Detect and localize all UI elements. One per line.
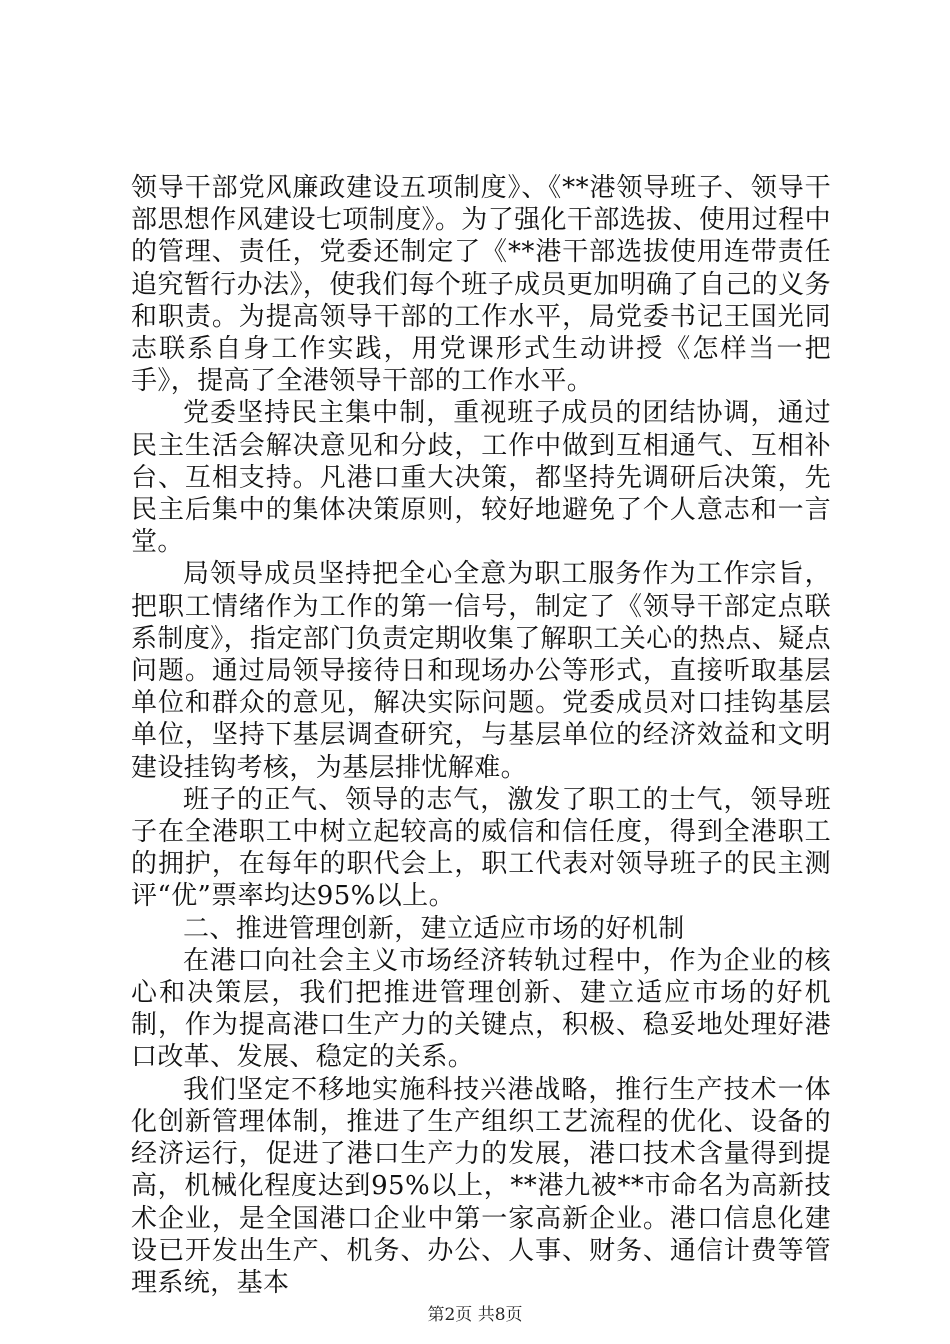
paragraph-5: 在港口向社会主义市场经济转轨过程中，作为企业的核心和决策层，我们把推进管理创新、建立适应市场的好机制，作为提高港口生产力的关键点，积极、稳妥地处理好港口改革、发展、稳定的关系。 (131, 945, 831, 1073)
paragraph-1: 领导干部党风廉政建设五项制度》、《**港领导班子、领导干部思想作风建设七项制度》。为了强化干部选拔、使用过程中的管理、责任，党委还制定了《**港干部选拔使用连带责任追究暂行办法》，使我们每个班子成员更加明确了自己的义务和职责。为提高领导干部的工作水平，局党委书记王国光同志联系自身工作实践，用党课形式生动讲授《怎样当一把手》，提高了全港领导干部的工作水平。 (131, 173, 831, 397)
document-body (131, 172, 831, 1299)
page-footer: 第2页 共8页 (427, 1305, 523, 1325)
paragraph-2: 党委坚持民主集中制，重视班子成员的团结协调，通过民主生活会解决意见和分歧，工作中做到互相通气、互相补台、互相支持。凡港口重大决策，都坚持先调研后决策，先民主后集中的集体决策原则，较好地避免了个人意志和一言堂。 (131, 398, 831, 558)
paragraph-4: 班子的正气、领导的志气，激发了职工的士气，领导班子在全港职工中树立起较高的威信和信任度，得到全港职工的拥护，在每年的职代会上，职工代表对领导班子的民主测评“优”票率均达95%以上。 (131, 784, 831, 912)
paragraph-6: 我们坚定不移地实施科技兴港战略，推行生产技术一体化创新管理体制，推进了生产组织工艺流程的优化、设备的经济运行，促进了港口生产力的发展，港口技术含量得到提高，机械化程度达到95%以上，**港九被**市命名为高新技术企业，是全国港口企业中第一家高新企业。港口信息化建设已开发出生产、机务、办公、人事、财务、通信计费等管理系统，基本 (131, 1074, 831, 1298)
section-heading: 二、推进管理创新，建立适应市场的好机制 (183, 913, 685, 944)
paragraph-3: 局领导成员坚持把全心全意为职工服务作为工作宗旨，把职工情绪作为工作的第一信号，制定了《领导干部定点联系制度》，指定部门负责定期收集了解职工关心的热点、疑点问题。通过局领导接待日和现场办公等形式，直接听取基层单位和群众的意见，解决实际问题。党委成员对口挂钩基层单位，坚持下基层调查研究，与基层单位的经济效益和文明建设挂钩考核，为基层排忧解难。 (131, 559, 831, 783)
